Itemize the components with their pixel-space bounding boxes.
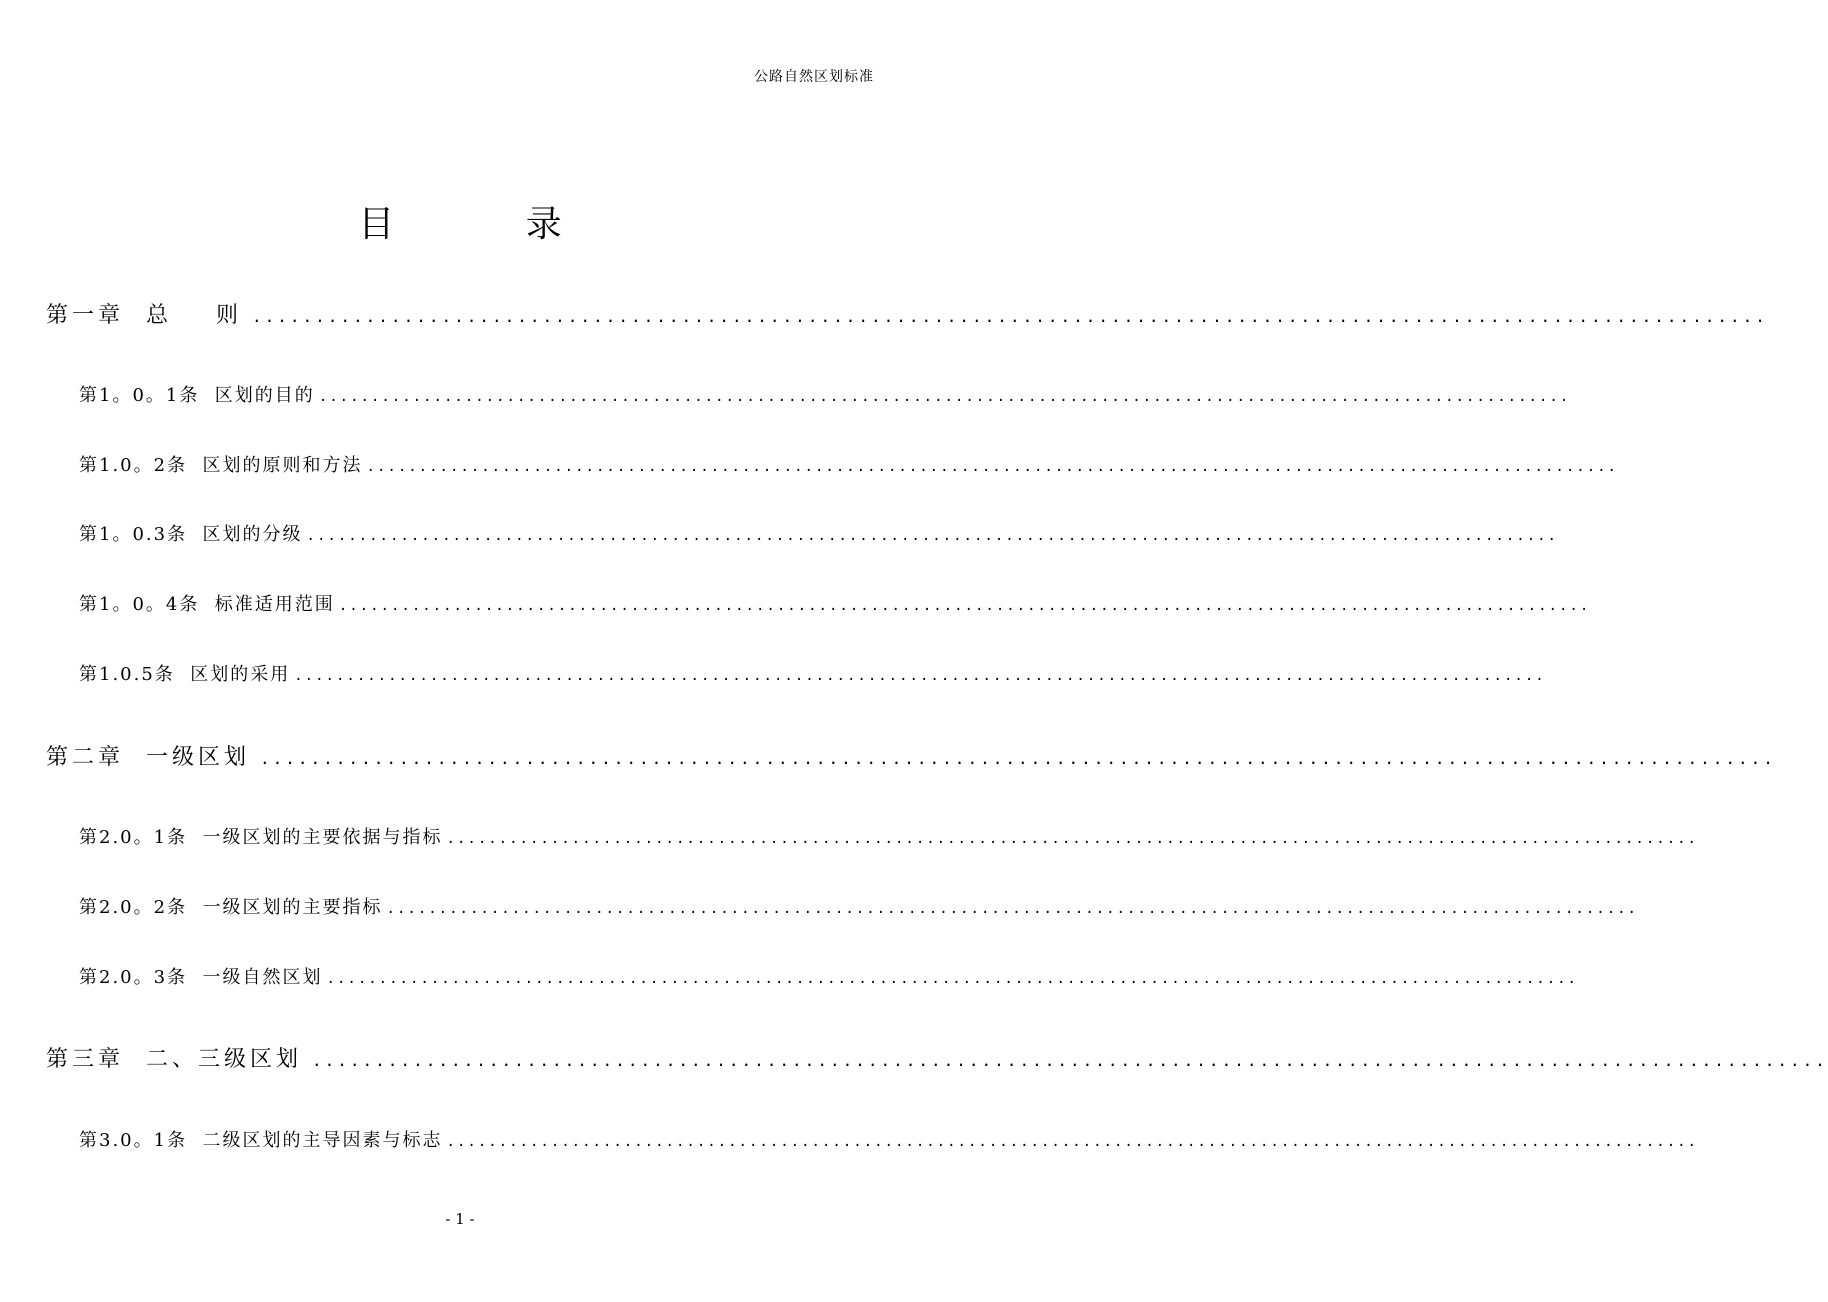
toc-entry-label: 第1。0。4条 标准适用范围 (79, 594, 335, 615)
toc-entry-section-3-0-1[interactable] (79, 1126, 1698, 1152)
dot-leader: ........................................................................................................................ (338, 598, 1591, 614)
toc-entry-section-2-0-1[interactable] (79, 823, 1698, 849)
toc-entry-section-2-0-2[interactable] (79, 893, 1638, 919)
toc-entry-chapter-3[interactable] (46, 1042, 1828, 1073)
toc-entry-label: 第2.0。2条 一级区划的主要指标 (79, 897, 383, 918)
dot-leader: ........................................................................................................................ (312, 1051, 1828, 1070)
toc-entry-section-1-0-1[interactable] (79, 381, 1571, 407)
dot-leader: ........................................................................................................................ (446, 1134, 1698, 1150)
toc-entry-label: 第三章 二、三级区划 (46, 1047, 302, 1072)
toc-entry-label: 第3.0。1条 二级区划的主导因素与标志 (79, 1130, 443, 1151)
dot-leader: ........................................................................................................................ (446, 831, 1698, 847)
toc-entry-label: 第2.0。3条 一级自然区划 (79, 967, 323, 988)
dot-leader: ........................................................................................................................ (326, 971, 1578, 987)
toc-entry-section-1-0-3[interactable] (79, 520, 1558, 546)
running-header: 公路自然区划标准 (754, 69, 874, 85)
toc-entry-label: 第1.0.5条 区划的采用 (79, 664, 291, 685)
toc-entry-section-2-0-3[interactable] (79, 963, 1578, 989)
toc-entry-label: 第1。0.3条 区划的分级 (79, 524, 303, 545)
toc-entry-label: 第1.0。2条 区划的原则和方法 (79, 455, 363, 476)
dot-leader: ........................................................................................................................ (306, 528, 1558, 544)
toc-entry-section-1-0-4[interactable] (79, 590, 1591, 616)
dot-leader: ........................................................................................................................ (251, 307, 1768, 326)
toc-entry-label: 第2.0。1条 一级区划的主要依据与指标 (79, 827, 443, 848)
toc-entry-label: 第二章 一级区划 (46, 745, 250, 770)
toc-title: 目 录 (358, 204, 622, 245)
toc-entry-section-1-0-2[interactable] (79, 451, 1618, 477)
dot-leader: ........................................................................................................................ (294, 668, 1546, 684)
page-number: - 1 - (445, 1210, 475, 1228)
toc-entry-chapter-1[interactable] (46, 298, 1768, 329)
dot-leader: ........................................................................................................................ (386, 901, 1638, 917)
dot-leader: ........................................................................................................................ (260, 749, 1776, 768)
toc-entry-label: 第一章 总 则 (46, 303, 242, 328)
toc-entry-chapter-2[interactable] (46, 740, 1776, 771)
dot-leader: ........................................................................................................................ (366, 459, 1618, 475)
dot-leader: ........................................................................................................................ (318, 389, 1571, 405)
toc-entry-section-1-0-5[interactable] (79, 660, 1546, 686)
toc-entry-label: 第1。0。1条 区划的目的 (79, 385, 315, 406)
